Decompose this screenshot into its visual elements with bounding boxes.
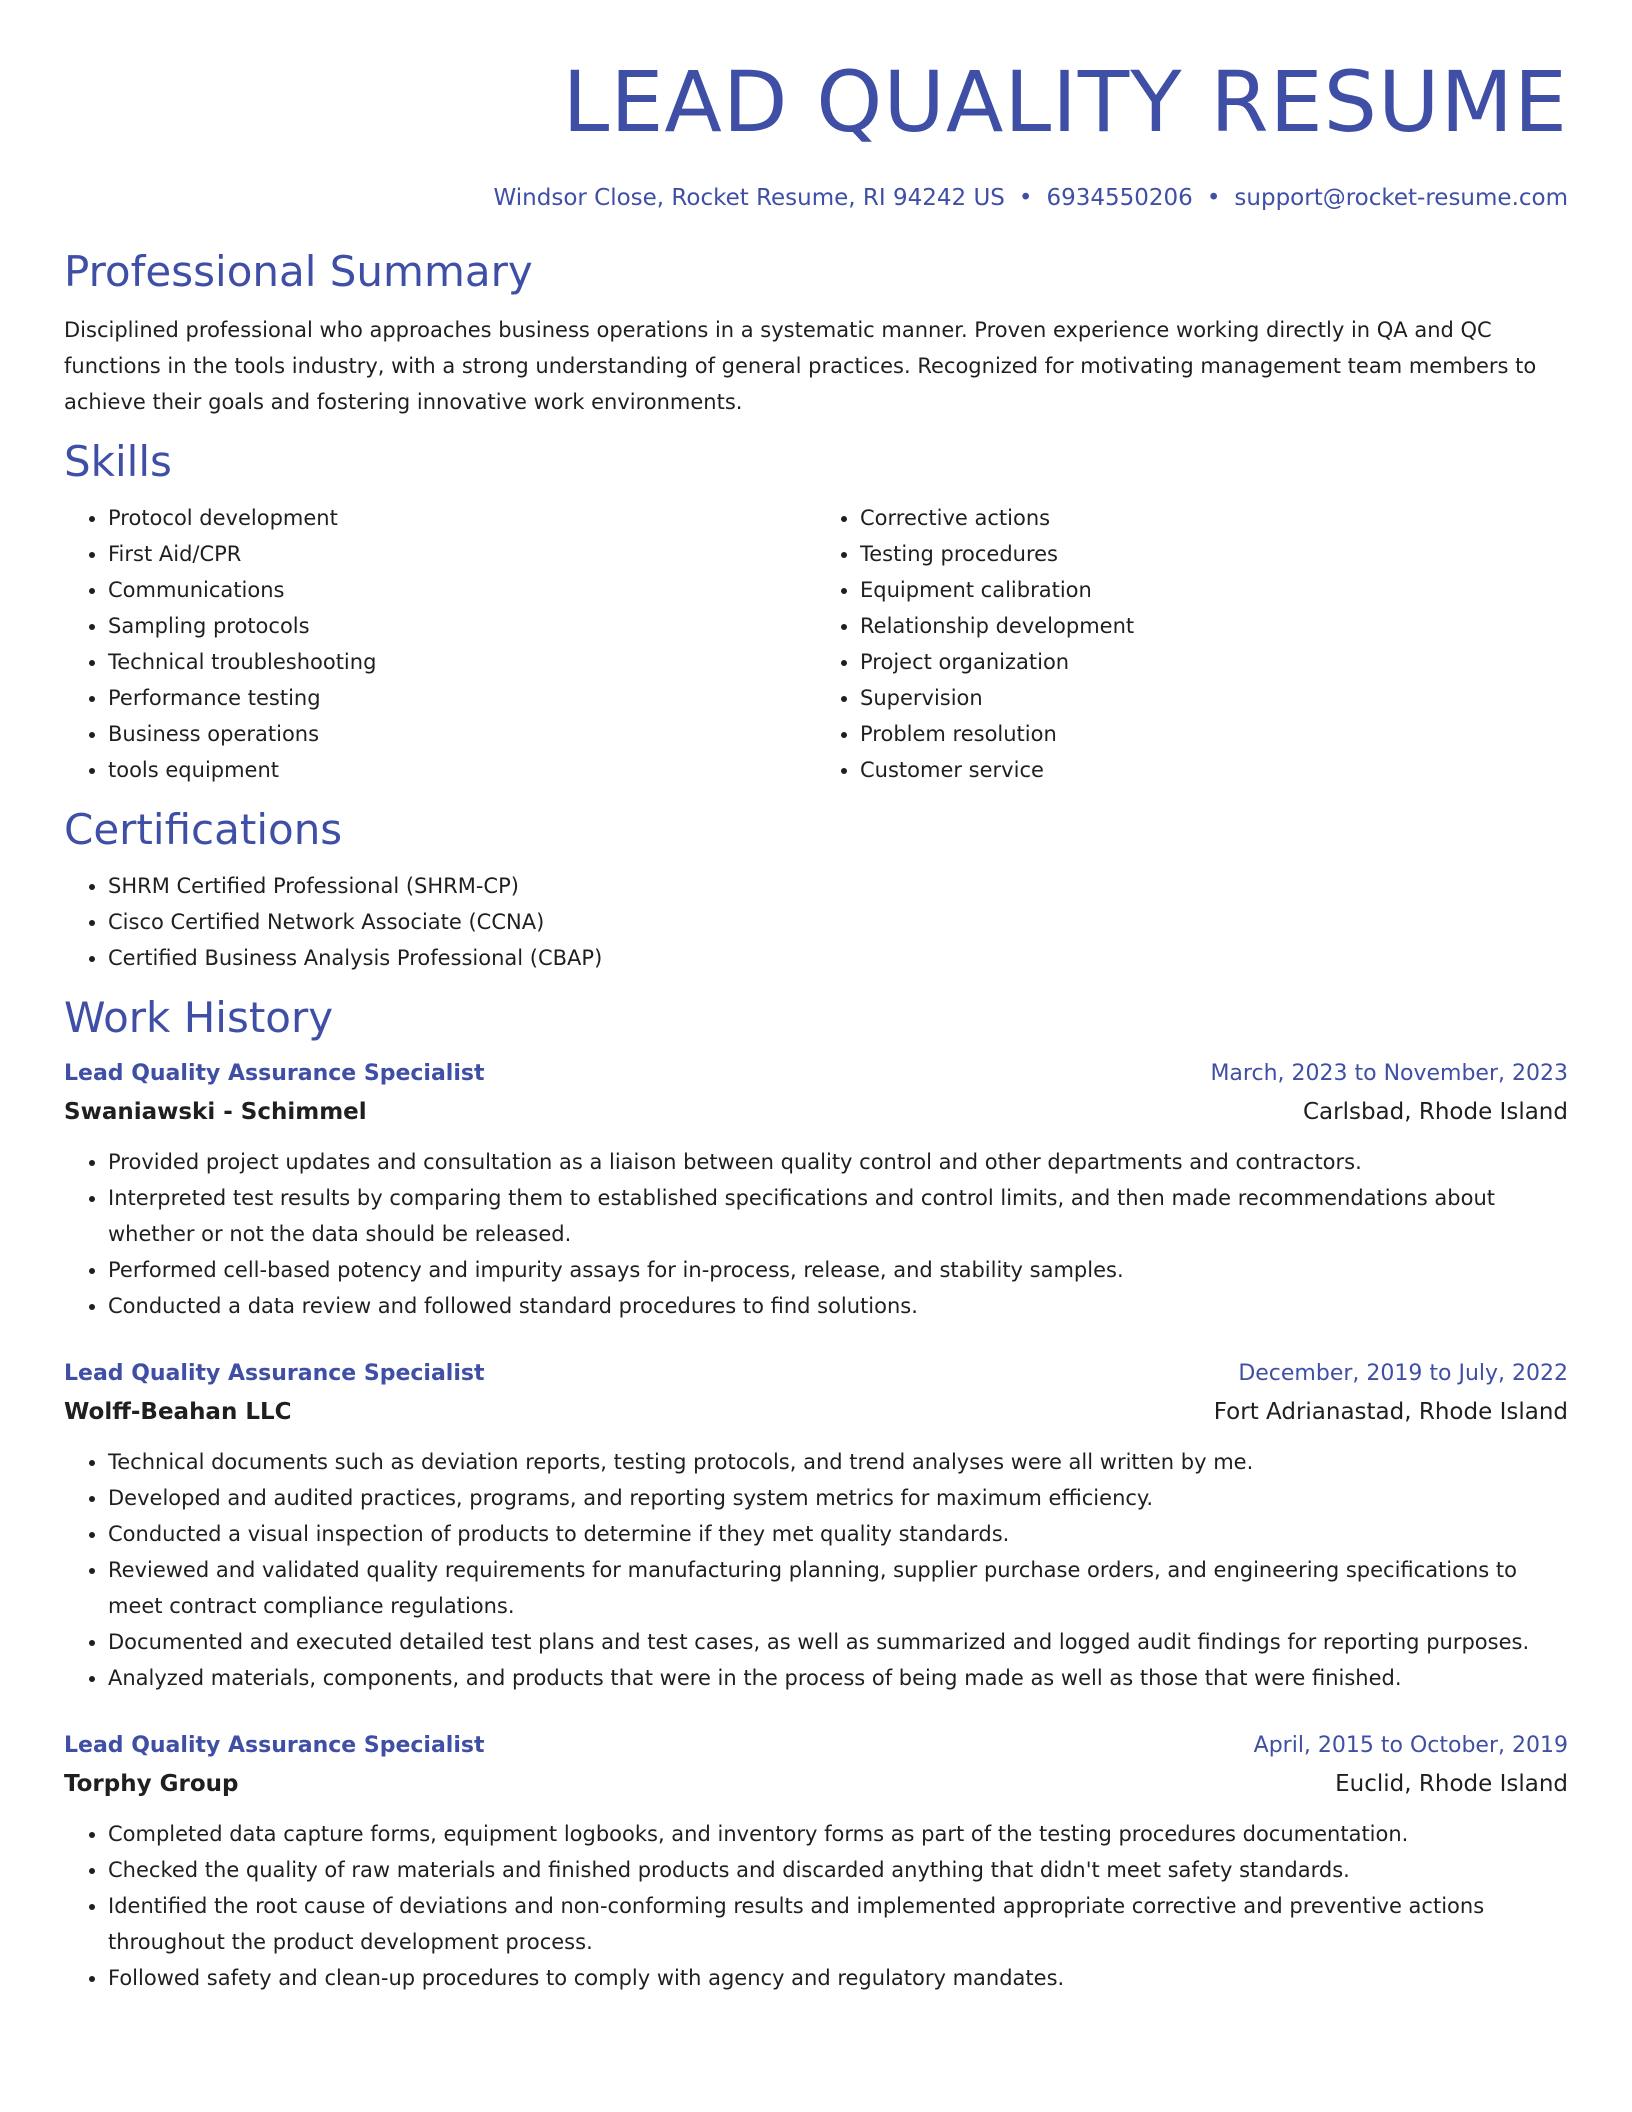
job-bullet: • Interpreted test results by comparing them to established specifications and control limits, and then made recommendations about whether or not the data should be released. [108,1180,1568,1252]
job-bullet: • Conducted a visual inspection of products to determine if they met quality standards. [108,1516,1568,1552]
certification-item: • Cisco Certified Network Associate (CCNA) [108,904,1568,940]
skill-item: • Project organization [860,644,1568,680]
job-company-row [64,1392,1568,1432]
job-bullet: • Provided project updates and consultation as a liaison between quality control and other departments and contractors. [108,1144,1568,1180]
job-bullet: • Analyzed materials, components, and products that were in the process of being made as well as those that were finished. [108,1660,1568,1696]
skills-left-column [64,500,816,788]
job-bullet: • Checked the quality of raw materials and finished products and discarded anything that didn't meet safety standards. [108,1852,1568,1888]
job-dates: April, 2015 to October, 2019 [1253,1733,1568,1758]
job-bullet: • Completed data capture forms, equipment logbooks, and inventory forms as part of the testing procedures documentation. [108,1816,1568,1852]
job-dates: March, 2023 to November, 2023 [1210,1061,1568,1086]
job-bullet: • Documented and executed detailed test plans and test cases, as well as summarized and logged audit findings for reporting purposes. [108,1624,1568,1660]
skill-item: • Communications [108,572,816,608]
job-company: Swaniawski - Schimmel [64,1099,367,1125]
job-title: Lead Quality Assurance Specialist [64,1061,485,1086]
job-bullet: • Identified the root cause of deviations and non-conforming results and implemented appropriate corrective and preventive actions throughout the product development process. [108,1888,1568,1960]
job-bullet: • Conducted a data review and followed standard procedures to find solutions. [108,1288,1568,1324]
certification-item: • Certified Business Analysis Professional (CBAP) [108,940,1568,976]
skill-item: • Equipment calibration [860,572,1568,608]
job-location: Carlsbad, Rhode Island [1302,1099,1568,1125]
skill-item: • Supervision [860,680,1568,716]
skill-item: • Protocol development [108,500,816,536]
job-bullets [64,1816,1568,1996]
certification-item: • SHRM Certified Professional (SHRM-CP) [108,868,1568,904]
skill-item: • Performance testing [108,680,816,716]
job-bullet: • Followed safety and clean-up procedures to comply with agency and regulatory mandates. [108,1960,1568,1996]
job-entry [64,1728,1568,1996]
skill-item: • tools equipment [108,752,816,788]
resume-name: LEAD QUALITY RESUME [562,53,1568,151]
contact-line [64,182,1568,214]
job-bullet: • Technical documents such as deviation reports, testing protocols, and trend analyses were all written by me. [108,1444,1568,1480]
skill-item: • Customer service [860,752,1568,788]
job-bullet: • Performed cell-based potency and impurity assays for in-process, release, and stability samples. [108,1252,1568,1288]
skills-list [64,500,1568,788]
contact-separator: • [1018,185,1033,211]
skill-item: • Corrective actions [860,500,1568,536]
skill-item: • Sampling protocols [108,608,816,644]
certifications-heading: Certifications [64,805,343,854]
job-title: Lead Quality Assurance Specialist [64,1733,485,1758]
job-title: Lead Quality Assurance Specialist [64,1361,485,1386]
contact-separator: • [1206,185,1221,211]
job-bullets [64,1144,1568,1324]
skill-item: • Testing procedures [860,536,1568,572]
job-entry [64,1356,1568,1696]
job-company: Wolff-Beahan LLC [64,1399,292,1425]
job-location: Fort Adrianastad, Rhode Island [1213,1399,1568,1425]
job-bullet: • Developed and audited practices, programs, and reporting system metrics for maximum efficiency. [108,1480,1568,1516]
contact-address: Windsor Close, Rocket Resume, RI 94242 US [493,185,1005,211]
job-bullets [64,1444,1568,1696]
job-location: Euclid, Rhode Island [1335,1771,1568,1797]
job-company: Torphy Group [64,1771,239,1797]
job-bullet: • Reviewed and validated quality requirements for manufacturing planning, supplier purchase orders, and engineering specifications to meet contract compliance regulations. [108,1552,1568,1624]
skill-item: • First Aid/CPR [108,536,816,572]
job-company-row [64,1764,1568,1804]
contact-phone: 6934550206 [1046,185,1193,211]
job-entry [64,1056,1568,1324]
skill-item: • Technical troubleshooting [108,644,816,680]
job-company-row [64,1092,1568,1132]
contact-email: support@rocket-resume.com [1234,185,1568,211]
certifications-list [64,868,1568,976]
skill-item: • Problem resolution [860,716,1568,752]
skill-item: • Business operations [108,716,816,752]
skill-item: • Relationship development [860,608,1568,644]
summary-text: Disciplined professional who approaches business operations in a systematic manner. Proven experience working directly in QA and QC functions in the tools industry, with a strong understanding of general practices. Recognized for motivating management team members to achieve their goals and fostering innovative work environments. [64,318,1537,414]
job-dates: December, 2019 to July, 2022 [1238,1361,1568,1386]
skills-heading: Skills [64,437,172,486]
work-history-heading: Work History [64,993,334,1042]
skills-right-column [816,500,1568,788]
job-header-row [64,1056,1568,1092]
job-header-row [64,1728,1568,1764]
job-header-row [64,1356,1568,1392]
summary-heading: Professional Summary [64,247,533,296]
